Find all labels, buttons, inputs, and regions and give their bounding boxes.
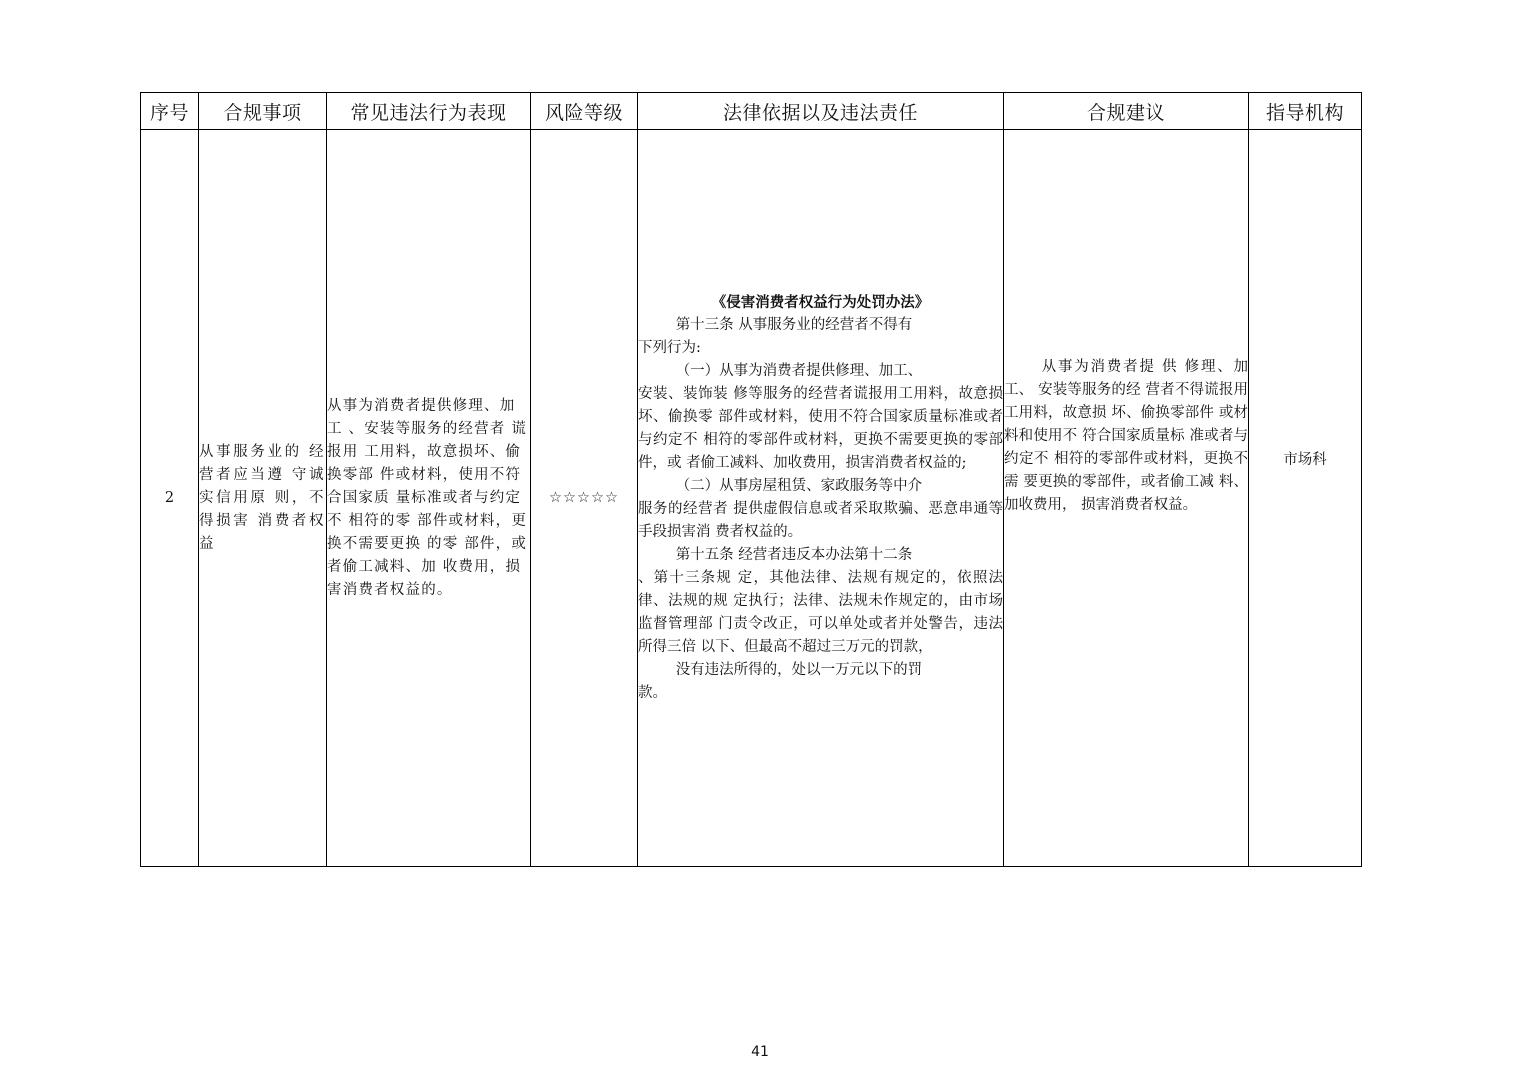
cell-compliance-item (199, 130, 327, 867)
law-paragraph: （二）从事房屋租赁、家政服务等中介 (675, 478, 923, 494)
law-paragraph: 、第十三条规 定，其他法律、法规有规定的，依照法律、法规的规 定执行；法律、法规未作规定的，由市场监督管理部 门责令改正，可以单处或者并处警告，违法所得三倍 以下、但最高不超过三万元的罚款， (638, 570, 1003, 655)
compliance-table (140, 92, 1362, 867)
header-seq: 序号 (141, 93, 199, 130)
cell-seq: 2 (141, 130, 199, 867)
law-paragraph: 安装、装饰装 修等服务的经营者谎报用工用料，故意损坏、偷换零 部件或材料，使用不符合国家质量标准或者与约定不 相符的零部件或材料，更换不需要更换的零部件，或 者偷工减料、加收费用，损害消费者权益的; (638, 386, 1003, 471)
law-paragraph: 没有违法所得的，处以一万元以下的罚 (675, 662, 923, 678)
law-paragraph: 第十三条 从事服务业的经营者不得有 (675, 317, 913, 333)
law-paragraph: 第十五条 经营者违反本办法第十二条 (675, 547, 913, 563)
header-violation-behavior: 常见违法行为表现 (327, 93, 531, 130)
header-guiding-org: 指导机构 (1249, 93, 1362, 130)
guiding-org-text: 市场科 (1283, 451, 1327, 468)
law-paragraph: 服务的经营者 提供虚假信息或者采取欺骗、恶意串通等手段损害消 费者权益的。 (638, 501, 1003, 540)
cell-guiding-org (1249, 130, 1362, 867)
cell-compliance-advice (1004, 130, 1249, 867)
violation-behavior-text: 从事为消费者提供修理、加工 、安装等服务的经营者 谎报用 工用料，故意损坏、偷换零部 件或材料，使用不符合国家质 量标准或者与约定不 相符的零 部件或材料，更换不需要更换 的零 部件，或者偷工减料、加 收费用，损害消费者权益的。 (327, 397, 528, 598)
law-paragraph: （一）从事为消费者提供修理、加工、 (675, 363, 923, 379)
header-compliance-item: 合规事项 (199, 93, 327, 130)
cell-risk-level: ☆☆☆☆☆ (531, 130, 638, 867)
table-row (141, 130, 1362, 867)
cell-legal-basis (638, 130, 1004, 867)
law-paragraph: 下列行为: (638, 340, 701, 356)
compliance-advice-text: 从事为消费者提 供 修理、加工、 安装等服务的经 营者不得谎报用 工用料，故意损 坏、偷换零部件 或材料和使用不 符合国家质量标 准或者与约定不 相符的零部件或材料，更换不需 要更换的零部件，或者偷工减 料、加收费用， 损害消费者权益。 (1004, 358, 1248, 513)
law-paragraph: 款。 (638, 685, 667, 701)
law-title: 《侵害消费者权益行为处罚办法》 (711, 294, 930, 311)
table-header-row (141, 93, 1362, 130)
cell-violation-behavior (327, 130, 531, 867)
header-legal-basis: 法律依据以及违法责任 (638, 93, 1004, 130)
compliance-item-text: 从事服务业的 经营者应当遵 守诚实信用原 则，不得损害 消费者权益 (199, 443, 326, 552)
header-compliance-advice: 合规建议 (1004, 93, 1249, 130)
page-number: 41 (751, 1044, 769, 1060)
header-risk-level: 风险等级 (531, 93, 638, 130)
